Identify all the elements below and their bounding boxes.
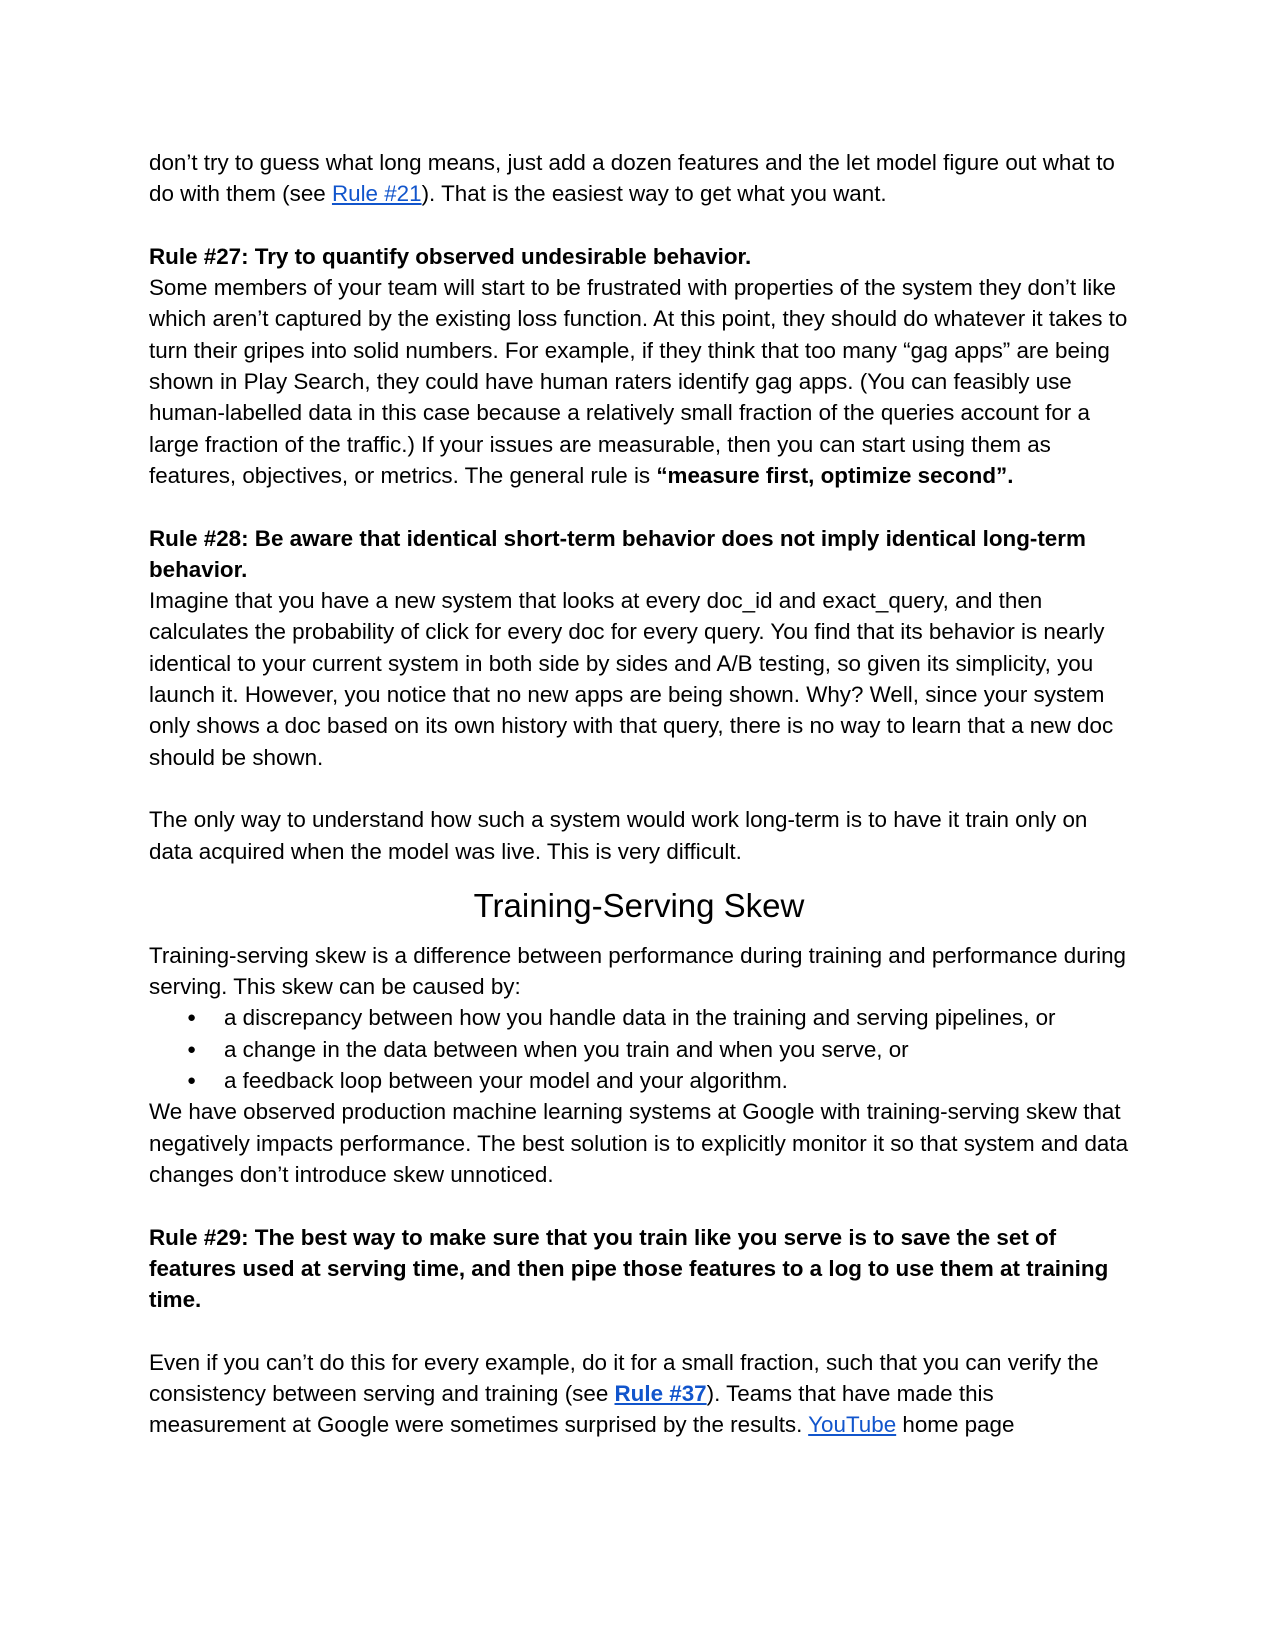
intro-text: don’t try to guess what long means, just add a dozen features and the let model figure out what to do with them (see (149, 150, 1115, 207)
youtube-link[interactable]: YouTube (808, 1412, 897, 1438)
rule-37-link[interactable]: Rule #37 (614, 1380, 707, 1406)
rule-29-text: Even if you can’t do this for every example, do it for a small fraction, such that you can verify the consistency between serving and training (see (149, 1349, 1099, 1406)
list-item (149, 1034, 1129, 1065)
rule-27-text: Some members of your team will start to be frustrated with properties of the system they don’t like which aren’t captured by the existing loss function. At this point, they should do whatever it takes to turn their gripes into solid numbers. For example, if they think that too many “gag apps” are being shown in Play Search, they could have human raters identify gag apps. (You can feasibly use human-labelled data in this case because a relatively small fraction of the queries account for a large fraction of the traffic.) If your issues are measurable, then you can start using them as features, objectives, or metrics. The general rule is (149, 275, 1128, 488)
rule-29-text-middle: ). Teams that have made this measurement at Google were sometimes surprised by the results. (149, 1380, 994, 1438)
rule-21-link[interactable]: Rule #21 (331, 181, 422, 207)
section-outro: We have observed production machine learning systems at Google with training-serving skew that negatively impacts performance. The best solution is to explicitly monitor it so that system and data changes don’t introduce skew unnoticed. (149, 1099, 1129, 1187)
list-item (149, 1065, 1129, 1096)
intro-text-end: ). That is the easiest way to get what you want. (421, 181, 887, 207)
skew-causes-list (149, 1002, 1129, 1096)
rule-29-title: Rule #29: The best way to make sure that you train like you serve is to save the set of features used at serving time, and then pipe those features to a log to use them at training time. (149, 1224, 1109, 1313)
rule-27-emphasis: “measure first, optimize second”. (656, 462, 1014, 488)
document-page (149, 147, 1129, 1441)
list-item-text: a change in the data between when you train and when you serve, or (224, 1036, 909, 1062)
bullet-icon: ● (187, 1040, 197, 1058)
bullet-icon: ● (187, 1072, 197, 1090)
rule-29-body (149, 1347, 1129, 1441)
rule-28-title: Rule #28: Be aware that identical short-term behavior does not imply identical long-term behavior. (149, 525, 1086, 582)
rule-27-title: Rule #27: Try to quantify observed undesirable behavior. (149, 243, 752, 269)
rule-29-text-end: home page (896, 1412, 1015, 1438)
section-heading: Training-Serving Skew (473, 886, 805, 924)
section-intro: Training-serving skew is a difference between performance during training and performance during serving. This skew can be caused by: (149, 942, 1127, 1000)
list-item-text: a discrepancy between how you handle data in the training and serving pipelines, or (224, 1005, 1056, 1031)
intro-paragraph (149, 147, 1129, 210)
list-item (149, 1002, 1129, 1033)
rule-27-body (149, 272, 1129, 491)
list-item-text: a feedback loop between your model and your algorithm. (224, 1068, 788, 1094)
rule-28-body: Imagine that you have a new system that looks at every doc_id and exact_query, and then calculates the probability of click for every doc for every query. You find that its behavior is nearly identical to your current system in both side by sides and A/B testing, so given its simplicity, you launch it. However, you notice that no new apps are being shown. Why? Well, since your system only shows a doc based on its own history with that query, there is no way to learn that a new doc should be shown. (149, 588, 1114, 770)
bullet-icon: ● (187, 1009, 197, 1027)
rule-28-body-2: The only way to understand how such a system would work long-term is to have it train only on data acquired when the model was live. This is very difficult. (149, 807, 1088, 864)
